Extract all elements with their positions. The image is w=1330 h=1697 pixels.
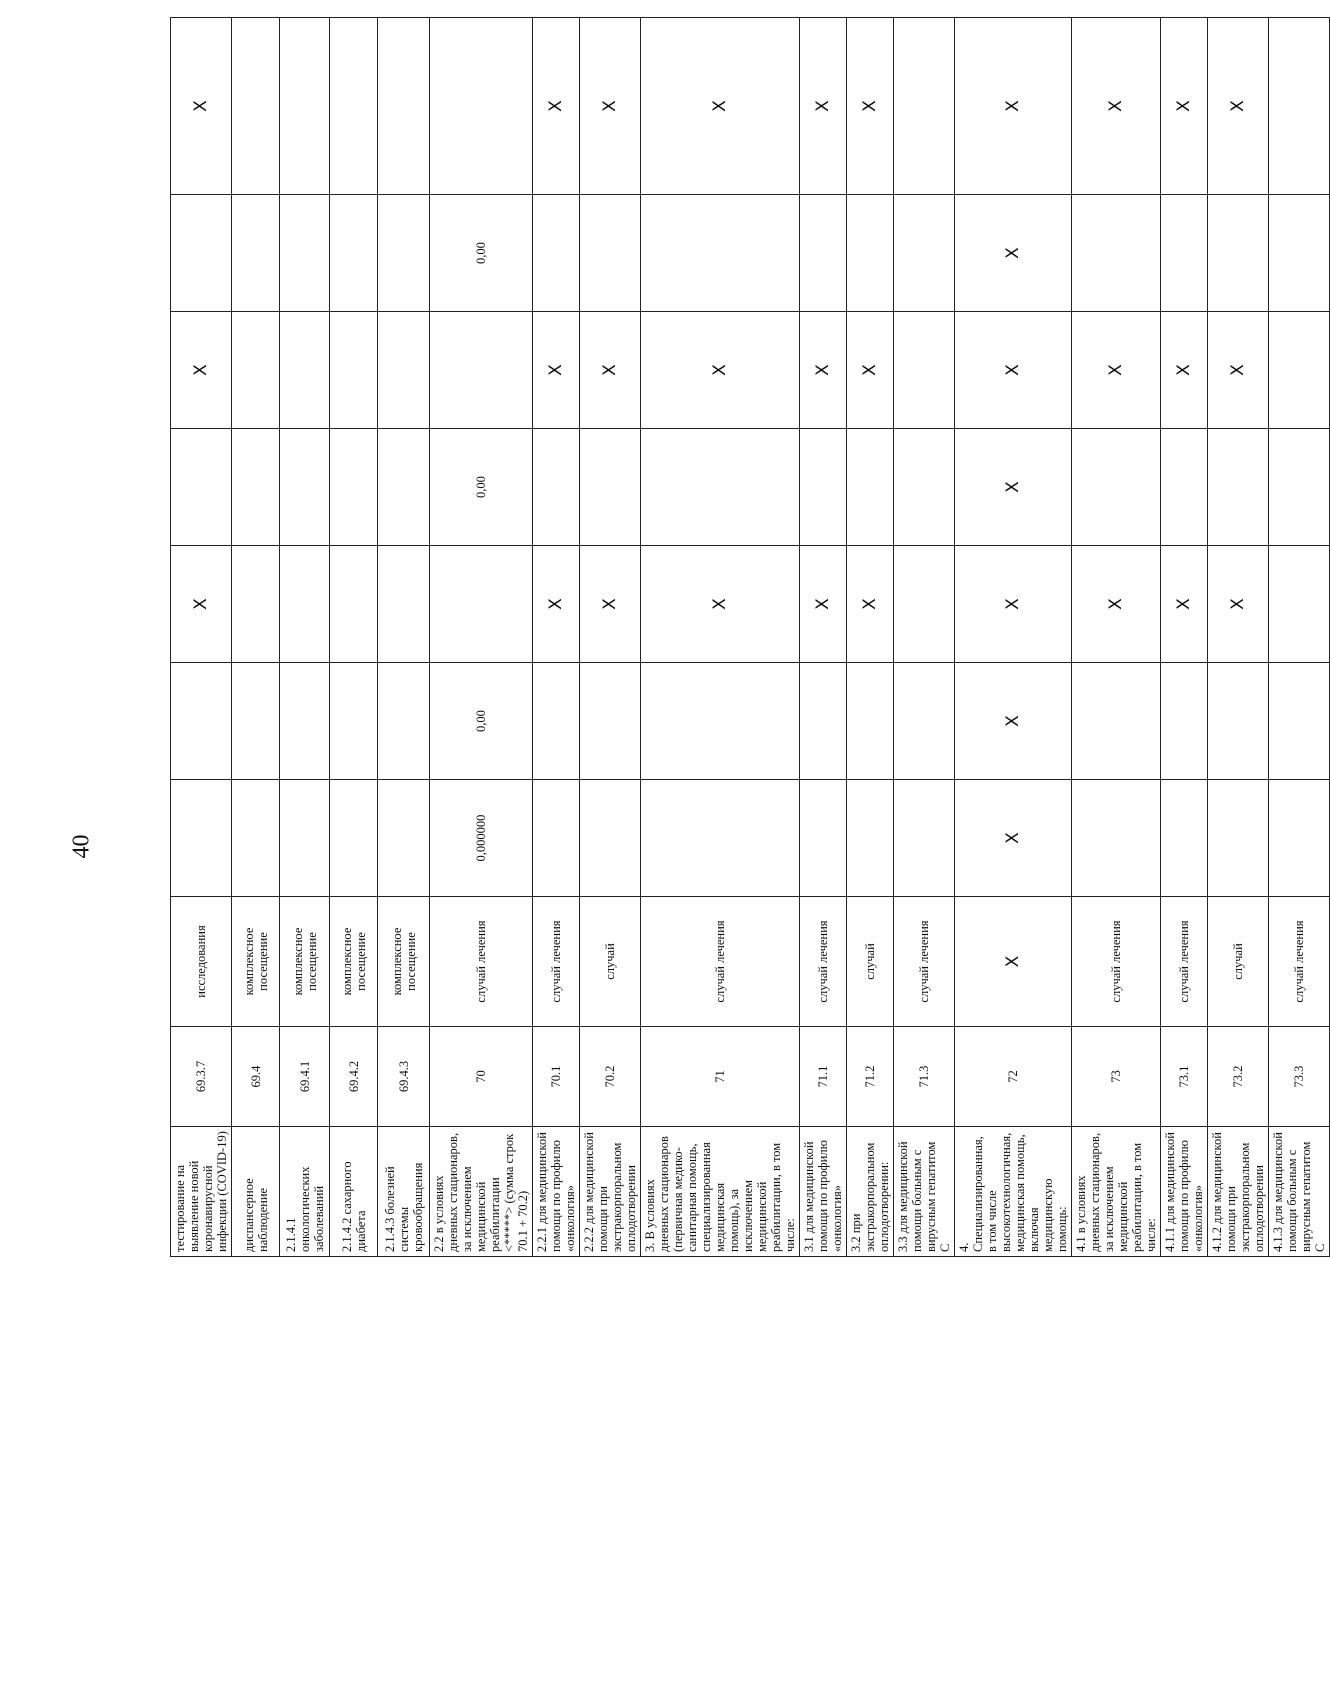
row-name-cell: тестирование на выявление новой коронавирусной инфекции (COVID-19) xyxy=(171,1127,232,1257)
unit-cell: случай лечения xyxy=(1161,897,1208,1027)
value-cell xyxy=(232,429,280,546)
table-row xyxy=(430,18,533,1257)
value-cell xyxy=(800,663,847,780)
table-row xyxy=(580,18,641,1257)
value-cell: X xyxy=(955,312,1072,429)
table-row xyxy=(641,18,800,1257)
row-name-cell: 3.1 для медицинской помощи по профилю «онкология» xyxy=(800,1127,847,1257)
value-cell xyxy=(280,18,330,195)
value-cell xyxy=(894,780,955,897)
unit-cell: случай лечения xyxy=(533,897,580,1027)
value-cell xyxy=(330,195,378,312)
value-cell: X xyxy=(171,18,232,195)
table-row xyxy=(1072,18,1161,1257)
value-cell xyxy=(232,780,280,897)
value-cell xyxy=(894,546,955,663)
value-cell xyxy=(330,546,378,663)
value-cell xyxy=(641,195,800,312)
value-cell xyxy=(533,663,580,780)
value-cell xyxy=(894,312,955,429)
unit-cell: случай xyxy=(1208,897,1269,1027)
value-cell: X xyxy=(800,312,847,429)
value-cell: 0,00 xyxy=(430,663,533,780)
row-code-cell: 70.1 xyxy=(533,1027,580,1127)
row-code-cell: 69.4.2 xyxy=(330,1027,378,1127)
value-cell xyxy=(378,780,430,897)
unit-cell: исследования xyxy=(171,897,232,1027)
row-name-cell: 2.2.2 для медицинской помощи при экстракорпоральном оплодотворении xyxy=(580,1127,641,1257)
value-cell xyxy=(378,663,430,780)
rotated-table-container xyxy=(170,18,1327,1257)
value-cell xyxy=(580,663,641,780)
table-row xyxy=(533,18,580,1257)
value-cell: X xyxy=(1208,546,1269,663)
value-cell xyxy=(533,429,580,546)
value-cell xyxy=(641,780,800,897)
table-row xyxy=(1161,18,1208,1257)
value-cell xyxy=(378,18,430,195)
table-row xyxy=(171,18,232,1257)
unit-cell: случай лечения xyxy=(430,897,533,1027)
value-cell xyxy=(430,18,533,195)
value-cell xyxy=(641,663,800,780)
value-cell xyxy=(430,312,533,429)
value-cell: 0,00 xyxy=(430,195,533,312)
unit-cell: комплексное посещение xyxy=(378,897,430,1027)
value-cell xyxy=(280,312,330,429)
row-name-cell: 2.1.4.2 сахарного диабета xyxy=(330,1127,378,1257)
value-cell: X xyxy=(533,546,580,663)
value-cell: X xyxy=(847,18,894,195)
row-name-cell: 4. Специализированная, в том числе высокотехнологичная, медицинская помощь, включая медицинскую помощь: xyxy=(955,1127,1072,1257)
value-cell xyxy=(1072,780,1161,897)
row-code-cell: 70 xyxy=(430,1027,533,1127)
row-code-cell: 72 xyxy=(955,1027,1072,1127)
row-code-cell: 71 xyxy=(641,1027,800,1127)
row-name-cell: 4.1 в условиях дневных стационаров, за исключением медицинской реабилитации, в том числе: xyxy=(1072,1127,1161,1257)
unit-cell: случай xyxy=(580,897,641,1027)
table-row xyxy=(800,18,847,1257)
row-name-cell: 2.1.4.1 онкологических заболеваний xyxy=(280,1127,330,1257)
row-code-cell: 69.4.1 xyxy=(280,1027,330,1127)
value-cell xyxy=(378,546,430,663)
value-cell xyxy=(430,546,533,663)
row-name-cell: 2.2 в условиях дневных стационаров, за исключением медицинской реабилитации <*****> (сумма строк 70.1 + 70.2) xyxy=(430,1127,533,1257)
value-cell xyxy=(232,18,280,195)
value-cell xyxy=(280,663,330,780)
value-cell: X xyxy=(580,312,641,429)
row-code-cell: 71.3 xyxy=(894,1027,955,1127)
value-cell: X xyxy=(955,429,1072,546)
value-cell xyxy=(1072,429,1161,546)
value-cell xyxy=(847,780,894,897)
value-cell: X xyxy=(800,546,847,663)
value-cell: X xyxy=(533,312,580,429)
value-cell: X xyxy=(171,312,232,429)
value-cell: X xyxy=(641,546,800,663)
value-cell xyxy=(330,429,378,546)
value-cell: X xyxy=(1161,546,1208,663)
value-cell: X xyxy=(955,195,1072,312)
value-cell xyxy=(641,429,800,546)
row-code-cell: 69.3.7 xyxy=(171,1027,232,1127)
unit-cell: случай лечения xyxy=(800,897,847,1027)
value-cell: X xyxy=(955,546,1072,663)
row-code-cell: 71.2 xyxy=(847,1027,894,1127)
unit-cell: случай лечения xyxy=(641,897,800,1027)
value-cell xyxy=(280,429,330,546)
value-cell xyxy=(232,195,280,312)
table-row xyxy=(232,18,280,1257)
value-cell xyxy=(232,312,280,429)
value-cell xyxy=(580,780,641,897)
table-body xyxy=(171,18,1330,1257)
value-cell xyxy=(894,663,955,780)
value-cell xyxy=(1208,780,1269,897)
value-cell: X xyxy=(955,663,1072,780)
value-cell xyxy=(1269,663,1330,780)
unit-cell: случай лечения xyxy=(1072,897,1161,1027)
row-name-cell: 3.3 для медицинской помощи больным с вирусным гепатитом С xyxy=(894,1127,955,1257)
row-name-cell: 2.1.4.3 болезней системы кровообращения xyxy=(378,1127,430,1257)
value-cell xyxy=(378,312,430,429)
row-code-cell: 71.1 xyxy=(800,1027,847,1127)
value-cell: X xyxy=(1072,546,1161,663)
value-cell: 0,00 xyxy=(430,429,533,546)
value-cell xyxy=(1208,663,1269,780)
table-row xyxy=(280,18,330,1257)
value-cell: X xyxy=(1161,18,1208,195)
value-cell xyxy=(1269,195,1330,312)
value-cell xyxy=(847,195,894,312)
row-code-cell: 73.1 xyxy=(1161,1027,1208,1127)
value-cell xyxy=(330,312,378,429)
value-cell xyxy=(330,780,378,897)
value-cell xyxy=(847,663,894,780)
data-table xyxy=(170,17,1330,1257)
unit-cell: комплексное посещение xyxy=(330,897,378,1027)
value-cell xyxy=(1072,663,1161,780)
value-cell xyxy=(800,195,847,312)
value-cell: X xyxy=(1072,312,1161,429)
value-cell: X xyxy=(955,18,1072,195)
page-number: 40 xyxy=(68,834,95,859)
value-cell: X xyxy=(1161,312,1208,429)
value-cell: X xyxy=(641,18,800,195)
unit-cell: комплексное посещение xyxy=(232,897,280,1027)
value-cell: X xyxy=(955,780,1072,897)
value-cell xyxy=(1269,18,1330,195)
value-cell xyxy=(580,429,641,546)
value-cell xyxy=(894,429,955,546)
value-cell: X xyxy=(580,18,641,195)
table-row xyxy=(1269,18,1330,1257)
value-cell xyxy=(847,429,894,546)
row-name-cell: 3. В условиях дневных стационаров (первичная медико-санитарная помощь, специализированная медицинская помощь), за исключением медицинской реабилитации, в том числе: xyxy=(641,1127,800,1257)
row-name-cell: 4.1.1 для медицинской помощи по профилю «онкология» xyxy=(1161,1127,1208,1257)
value-cell xyxy=(1208,429,1269,546)
value-cell xyxy=(533,780,580,897)
unit-cell: комплексное посещение xyxy=(280,897,330,1027)
value-cell xyxy=(1208,195,1269,312)
value-cell xyxy=(232,663,280,780)
value-cell xyxy=(894,195,955,312)
row-code-cell: 69.4 xyxy=(232,1027,280,1127)
table-row xyxy=(1208,18,1269,1257)
value-cell: X xyxy=(800,18,847,195)
row-name-cell: 4.1.3 для медицинской помощи больным с вирусным гепатитом С xyxy=(1269,1127,1330,1257)
value-cell: X xyxy=(1208,18,1269,195)
row-code-cell: 73.2 xyxy=(1208,1027,1269,1127)
value-cell: X xyxy=(533,18,580,195)
value-cell: X xyxy=(580,546,641,663)
value-cell xyxy=(580,195,641,312)
value-cell xyxy=(800,780,847,897)
row-name-cell: 4.1.2 для медицинской помощи при экстракорпоральном оплодотворении xyxy=(1208,1127,1269,1257)
value-cell: X xyxy=(1208,312,1269,429)
table-row xyxy=(330,18,378,1257)
table-row xyxy=(847,18,894,1257)
value-cell xyxy=(330,663,378,780)
value-cell xyxy=(171,780,232,897)
value-cell xyxy=(171,429,232,546)
unit-cell: X xyxy=(955,897,1072,1027)
table-row xyxy=(378,18,430,1257)
value-cell xyxy=(533,195,580,312)
row-code-cell: 70.2 xyxy=(580,1027,641,1127)
value-cell xyxy=(280,780,330,897)
unit-cell: случай xyxy=(847,897,894,1027)
value-cell xyxy=(378,195,430,312)
table-row xyxy=(894,18,955,1257)
value-cell: X xyxy=(847,312,894,429)
value-cell xyxy=(280,195,330,312)
row-name-cell: 3.2 при экстракорпоральном оплодотворении: xyxy=(847,1127,894,1257)
value-cell xyxy=(378,429,430,546)
row-name-cell: диспансерное наблюдение xyxy=(232,1127,280,1257)
value-cell xyxy=(1072,195,1161,312)
value-cell xyxy=(330,18,378,195)
value-cell xyxy=(1269,546,1330,663)
value-cell: 0,000000 xyxy=(430,780,533,897)
row-name-cell: 2.2.1 для медицинской помощи по профилю «онкология» xyxy=(533,1127,580,1257)
value-cell xyxy=(1161,429,1208,546)
value-cell xyxy=(894,18,955,195)
value-cell xyxy=(800,429,847,546)
value-cell xyxy=(1269,780,1330,897)
value-cell xyxy=(171,195,232,312)
row-code-cell: 69.4.3 xyxy=(378,1027,430,1127)
value-cell xyxy=(1161,195,1208,312)
row-code-cell: 73.3 xyxy=(1269,1027,1330,1127)
value-cell xyxy=(1269,312,1330,429)
value-cell: X xyxy=(1072,18,1161,195)
value-cell: X xyxy=(641,312,800,429)
value-cell xyxy=(171,663,232,780)
value-cell xyxy=(1161,663,1208,780)
row-code-cell: 73 xyxy=(1072,1027,1161,1127)
value-cell xyxy=(232,546,280,663)
unit-cell: случай лечения xyxy=(1269,897,1330,1027)
value-cell xyxy=(1161,780,1208,897)
table-row xyxy=(955,18,1072,1257)
value-cell: X xyxy=(171,546,232,663)
value-cell xyxy=(1269,429,1330,546)
unit-cell: случай лечения xyxy=(894,897,955,1027)
value-cell: X xyxy=(847,546,894,663)
value-cell xyxy=(280,546,330,663)
